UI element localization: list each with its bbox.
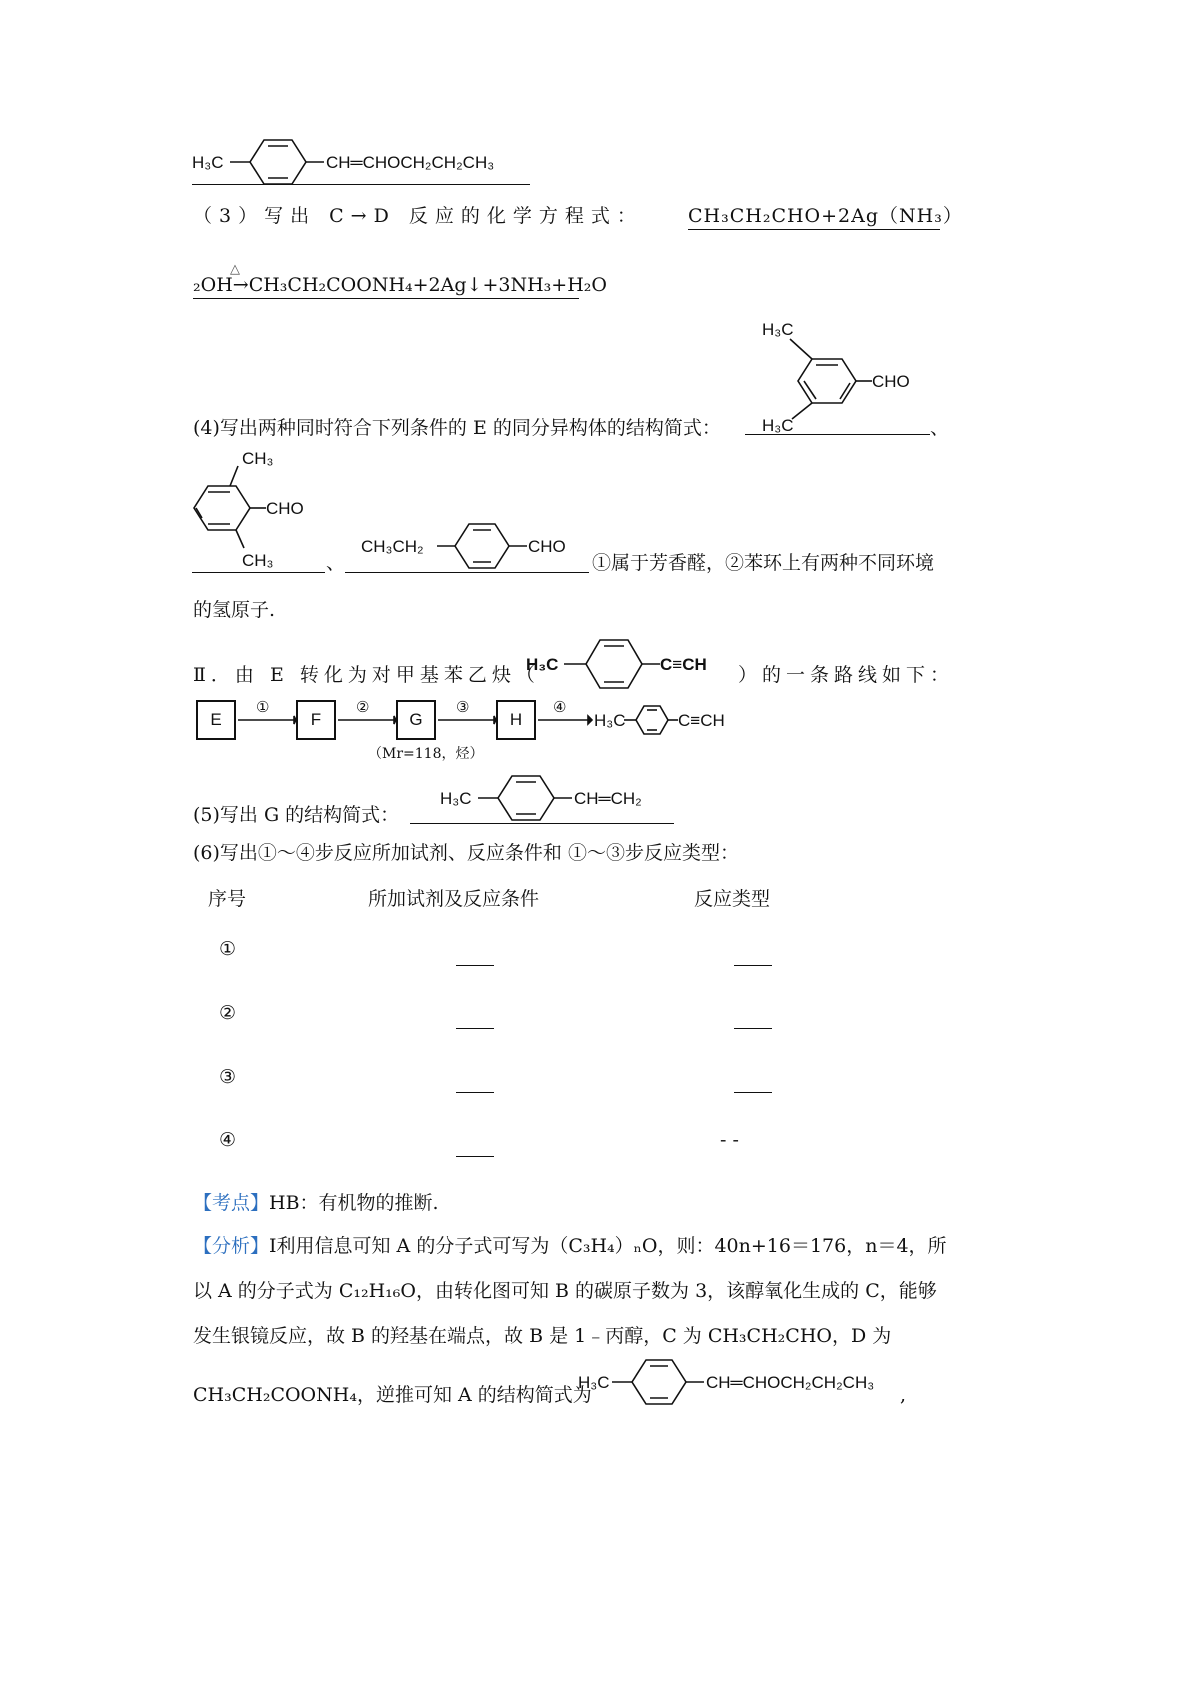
mol-cho: CHO xyxy=(528,537,566,556)
step-4: ④ xyxy=(553,698,567,716)
mol-h3c: H₃C xyxy=(440,789,472,808)
arrow-icon: → xyxy=(232,274,249,296)
structure-35-dimethylbenzaldehyde xyxy=(760,315,930,437)
structure-4-ethylbenzaldehyde xyxy=(355,520,595,574)
structure-a-bottom xyxy=(576,1350,906,1410)
mol-h3c: H₃C xyxy=(762,416,794,435)
type-4: - - xyxy=(720,1129,739,1151)
mol-h3c: H₃C xyxy=(526,655,559,674)
blank-type-3 xyxy=(734,1092,772,1093)
g-note: （Mr=118，烃） xyxy=(368,746,484,762)
answer-3-subscript: ₂OH xyxy=(193,274,233,296)
row-2: ② xyxy=(219,1002,237,1024)
answer-line xyxy=(345,572,589,573)
fenxi-tag: 【分析】 xyxy=(193,1235,270,1257)
mol-h3c: H₃C xyxy=(594,711,626,730)
step-1: ① xyxy=(256,698,270,716)
step-2: ② xyxy=(356,698,370,716)
answer-line xyxy=(192,184,530,185)
blank-type-2 xyxy=(734,1028,772,1029)
mol-a-tail: CH═CHOCH₂CH₂CH₃ xyxy=(326,153,495,172)
mol-alkyne-tail: C≡CH xyxy=(678,711,725,730)
mol-ch3ch2: CH₃CH₂ xyxy=(361,537,424,556)
blank-type-1 xyxy=(734,965,772,966)
question-5: (5)写出 G 的结构简式： xyxy=(193,804,400,826)
structure-p-methylphenylacetylene xyxy=(520,630,745,694)
blank-reagent-2 xyxy=(456,1028,494,1029)
kaodian-tag: 【考点】 xyxy=(193,1192,270,1214)
answer-line xyxy=(410,823,674,824)
header-seq: 序号 xyxy=(208,888,247,910)
answer-3-part2 xyxy=(193,272,607,299)
header-reagents: 所加试剂及反应条件 xyxy=(368,888,540,910)
mol-alkyne-tail: C≡CH xyxy=(660,655,707,674)
answer-3-part1: CH₃CH₂CHO+2Ag（NH₃） xyxy=(688,203,940,230)
mol-h3c: H₃C xyxy=(578,1373,610,1392)
mol-h3c: H₃C xyxy=(192,153,224,172)
blank-reagent-4 xyxy=(456,1156,494,1157)
fenxi-line-1 xyxy=(193,1233,947,1259)
blank-reagent-3 xyxy=(456,1092,494,1093)
route-box-e: E xyxy=(196,700,236,740)
row-1: ① xyxy=(219,938,237,960)
fenxi-text-1: Ⅰ利用信息可知 A 的分子式可写为（C₃H₄）ₙO，则：40n+16＝176，n＝4，所 xyxy=(269,1235,947,1257)
row-4: ④ xyxy=(219,1129,237,1151)
mol-vinyl-tail: CH═CH₂ xyxy=(574,789,642,808)
route-box-f: F xyxy=(296,700,336,740)
kaodian xyxy=(193,1190,439,1216)
separator: 、 xyxy=(326,552,346,574)
route-arrows xyxy=(236,700,596,740)
mol-h3c: H₃C xyxy=(762,320,794,339)
mol-ch3: CH₃ xyxy=(242,551,274,570)
fenxi-line-4: CH₃CH₂COONH₄，逆推可知 A 的结构简式为 xyxy=(193,1384,592,1406)
step-3: ③ xyxy=(456,698,470,716)
answer-3-products: CH₃CH₂COONH₄+2Ag↓+3NH₃+H₂O xyxy=(248,274,607,296)
kaodian-text: HB：有机物的推断. xyxy=(269,1192,439,1214)
heat-symbol: △ xyxy=(230,262,240,277)
separator: 、 xyxy=(930,417,950,439)
route-product xyxy=(592,700,752,740)
fenxi-line-3: 发生银镜反应，故 B 的羟基在端点，故 B 是 1﹣丙醇，C 为 CH₃CH₂CHO，D 为 xyxy=(193,1325,892,1347)
header-type: 反应类型 xyxy=(694,888,771,910)
fenxi-end: , xyxy=(900,1384,907,1406)
question-3: （3）写出 C→D 反应的化学方程式： xyxy=(193,205,643,227)
condition-text: ①属于芳香醛，②苯环上有两种不同环境 xyxy=(592,552,935,574)
route-box-h: H xyxy=(496,700,536,740)
row-3: ③ xyxy=(219,1066,237,1088)
fenxi-line-2: 以 A 的分子式为 C₁₂H₁₆O，由转化图可知 B 的碳原子数为 3，该醇氧化生成的 C，能够 xyxy=(193,1280,937,1302)
structure-a-top xyxy=(190,130,540,190)
condition-text-2: 的氢原子. xyxy=(193,599,276,621)
answer-line xyxy=(192,572,325,573)
question-4: (4)写出两种同时符合下列条件的 E 的同分异构体的结构简式： xyxy=(193,417,721,439)
answer-line xyxy=(745,434,930,435)
mol-cho: CHO xyxy=(266,499,304,518)
part2-question: Ⅱ．由 E 转化为对甲基苯乙炔（ xyxy=(193,664,540,686)
mol-a-tail: CH═CHOCH₂CH₂CH₃ xyxy=(706,1373,875,1392)
blank-reagent-1 xyxy=(456,965,494,966)
route-box-g: G xyxy=(396,700,436,740)
mol-cho: CHO xyxy=(872,372,910,391)
structure-g xyxy=(436,770,676,826)
question-6: (6)写出①～④步反应所加试剂、反应条件和 ①～③步反应类型： xyxy=(193,842,739,864)
structure-26-dimethylbenzaldehyde xyxy=(190,442,320,572)
mol-ch3: CH₃ xyxy=(242,449,274,468)
part2-question-end: ）的一条路线如下： xyxy=(738,664,955,686)
